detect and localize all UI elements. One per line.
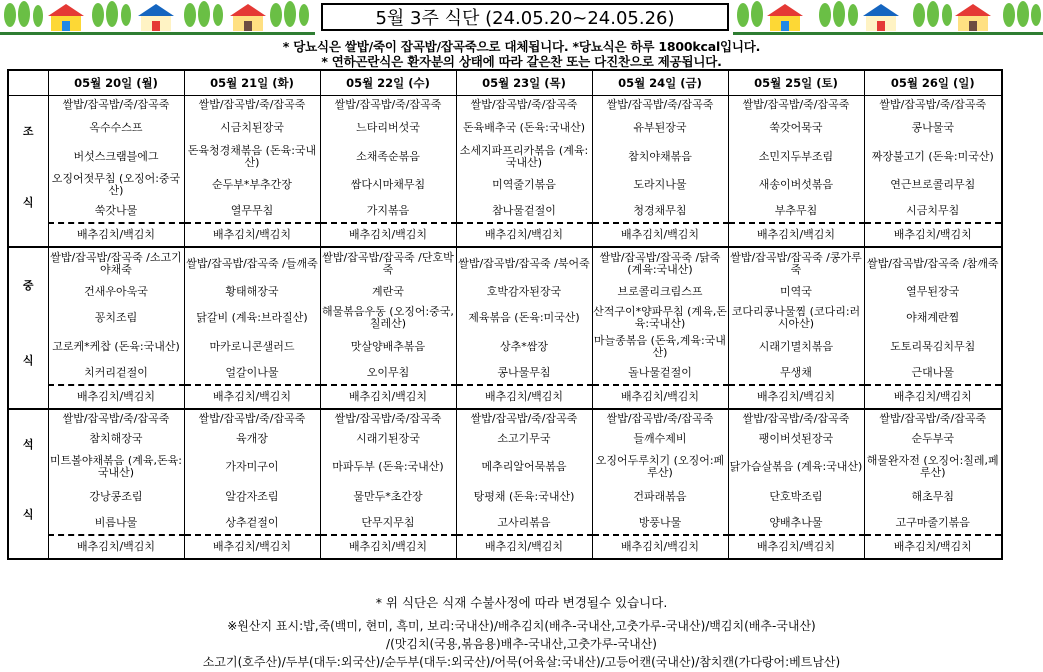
menu-item-cell: 상추*쌈장 xyxy=(456,332,592,361)
menu-item-cell: 시래기멸치볶음 xyxy=(728,332,864,361)
grass-line xyxy=(733,32,1043,35)
menu-item-cell: 양배추나물 xyxy=(728,511,864,535)
menu-item-cell: 쌀밥/잡곡밥/죽/잡곡죽 xyxy=(592,96,728,114)
menu-item-cell: 콩나물국 xyxy=(864,113,1002,143)
day-header: 05월 25일 (토) xyxy=(728,70,864,96)
menu-item-cell: 고사리볶음 xyxy=(456,511,592,535)
menu-item-cell: 배추김치/백김치 xyxy=(864,223,1002,247)
menu-item-cell: 오징어젓무침 (오징어:중국산) xyxy=(48,171,184,199)
menu-row xyxy=(8,223,1002,247)
menu-item-cell: 쌀밥/잡곡밥/잡곡죽 /닭죽(계육:국내산) xyxy=(592,247,728,280)
menu-item-cell: 배추김치/백김치 xyxy=(320,385,456,409)
menu-item-cell: 근대나물 xyxy=(864,361,1002,385)
menu-item-cell: 유부된장국 xyxy=(592,113,728,143)
menu-item-cell: 상추겉절이 xyxy=(184,511,320,535)
day-header: 05월 21일 (화) xyxy=(184,70,320,96)
origin-info-line: ※원산지 표시:밥,죽(백미, 현미, 흑미, 보리:국내산)/배추김치(배추-국내산,고춧가루-국내산)/백김치(배추-국내산) xyxy=(227,619,816,633)
menu-item-cell: 팽이버섯된장국 xyxy=(728,427,864,451)
menu-item-cell: 맛살양배추볶음 xyxy=(320,332,456,361)
menu-item-cell: 배추김치/백김치 xyxy=(728,385,864,409)
header-decoration-left xyxy=(0,0,315,34)
change-notice: * 위 식단은 식재 수불사정에 따라 변경될수 있습니다. xyxy=(375,595,668,610)
menu-item-cell: 쌀밥/잡곡밥/잡곡죽 /소고기야채죽 xyxy=(48,247,184,280)
meal-label-bottom: 식 xyxy=(22,508,34,522)
menu-item-cell: 비름나물 xyxy=(48,511,184,535)
menu-item-cell: 쑥갓어묵국 xyxy=(728,113,864,143)
menu-item-cell: 해물완자전 (오징어:칠레,페루산) xyxy=(864,451,1002,482)
menu-item-cell: 도라지나물 xyxy=(592,171,728,199)
menu-row xyxy=(8,385,1002,409)
page-title: 5월 3주 식단 (24.05.20~24.05.26) xyxy=(321,3,729,31)
menu-item-cell: 소세지파프리카볶음 (계육:국내산) xyxy=(456,143,592,171)
menu-item-cell: 쌀밥/잡곡밥/잡곡죽 /참깨죽 xyxy=(864,247,1002,280)
menu-item-cell: 쌈다시마채무침 xyxy=(320,171,456,199)
menu-item-cell: 육개장 xyxy=(184,427,320,451)
menu-item-cell: 물만두*초간장 xyxy=(320,482,456,511)
menu-item-cell: 미역줄기볶음 xyxy=(456,171,592,199)
menu-item-cell: 열무무침 xyxy=(184,199,320,223)
menu-item-cell: 쌀밥/잡곡밥/죽/잡곡죽 xyxy=(320,96,456,114)
menu-row xyxy=(8,409,1002,427)
menu-item-cell: 배추김치/백김치 xyxy=(48,535,184,559)
day-header-row xyxy=(8,70,1002,96)
menu-item-cell: 배추김치/백김치 xyxy=(320,223,456,247)
menu-row xyxy=(8,427,1002,451)
menu-item-cell: 배추김치/백김치 xyxy=(592,385,728,409)
menu-item-cell: 탕평채 (돈육:국내산) xyxy=(456,482,592,511)
menu-item-cell: 배추김치/백김치 xyxy=(320,535,456,559)
menu-item-cell: 돌나물겉절이 xyxy=(592,361,728,385)
day-header: 05월 20일 (월) xyxy=(48,70,184,96)
menu-item-cell: 새송이버섯볶음 xyxy=(728,171,864,199)
menu-item-cell: 알감자조림 xyxy=(184,482,320,511)
menu-item-cell: 쌀밥/잡곡밥/죽/잡곡죽 xyxy=(864,409,1002,427)
menu-item-cell: 배추김치/백김치 xyxy=(456,223,592,247)
meal-label xyxy=(8,96,48,248)
menu-row xyxy=(8,332,1002,361)
meal-label xyxy=(8,409,48,559)
menu-item-cell: 참치야채볶음 xyxy=(592,143,728,171)
menu-row xyxy=(8,143,1002,171)
menu-item-cell: 코다리콩나물찜 (코다리:러시아산) xyxy=(728,303,864,332)
menu-item-cell: 배추김치/백김치 xyxy=(48,385,184,409)
menu-item-cell: 소고기무국 xyxy=(456,427,592,451)
notice-diabetes: * 당뇨식은 쌀밥/죽이 잡곡밥/잡곡죽으로 대체됩니다. *당뇨식은 하루 1800kcal입니다. xyxy=(282,39,761,54)
menu-item-cell: 배추김치/백김치 xyxy=(864,535,1002,559)
menu-item-cell: 얼갈이나물 xyxy=(184,361,320,385)
menu-item-cell: 가지볶음 xyxy=(320,199,456,223)
menu-item-cell: 치커리겉절이 xyxy=(48,361,184,385)
menu-item-cell: 시금치무침 xyxy=(864,199,1002,223)
menu-item-cell: 고구마줄기볶음 xyxy=(864,511,1002,535)
menu-item-cell: 고로케*케찹 (돈육:국내산) xyxy=(48,332,184,361)
menu-item-cell: 들깨수제비 xyxy=(592,427,728,451)
menu-item-cell: 건파래볶음 xyxy=(592,482,728,511)
trees-and-houses-illustration xyxy=(733,0,1043,34)
day-header: 05월 26일 (일) xyxy=(864,70,1002,96)
menu-item-cell: 해물볶음우동 (오징어:중국,칠레산) xyxy=(320,303,456,332)
menu-item-cell: 돈육청경채볶음 (돈육:국내산) xyxy=(184,143,320,171)
menu-row xyxy=(8,451,1002,482)
menu-item-cell: 황태해장국 xyxy=(184,280,320,303)
menu-row xyxy=(8,511,1002,535)
menu-item-cell: 순두부국 xyxy=(864,427,1002,451)
menu-item-cell: 배추김치/백김치 xyxy=(592,223,728,247)
menu-item-cell: 쌀밥/잡곡밥/잡곡죽 /북어죽 xyxy=(456,247,592,280)
menu-item-cell: 산적구이*양파무침 (계육,돈육:국내산) xyxy=(592,303,728,332)
menu-item-cell: 단무지무침 xyxy=(320,511,456,535)
menu-item-cell: 배추김치/백김치 xyxy=(456,385,592,409)
notice-dysphagia: * 연하곤란식은 환자분의 상태에 따라 갈은찬 또는 다진찬으로 제공됩니다. xyxy=(321,54,722,69)
day-header: 05월 24일 (금) xyxy=(592,70,728,96)
menu-item-cell: 배추김치/백김치 xyxy=(592,535,728,559)
menu-item-cell: 쌀밥/잡곡밥/죽/잡곡죽 xyxy=(184,409,320,427)
menu-item-cell: 참나물겉절이 xyxy=(456,199,592,223)
menu-item-cell: 꽁치조림 xyxy=(48,303,184,332)
menu-row xyxy=(8,361,1002,385)
menu-item-cell: 쌀밥/잡곡밥/죽/잡곡죽 xyxy=(456,409,592,427)
menu-item-cell: 배추김치/백김치 xyxy=(728,535,864,559)
menu-item-cell: 쌀밥/잡곡밥/잡곡죽 /들깨죽 xyxy=(184,247,320,280)
menu-item-cell: 배추김치/백김치 xyxy=(456,535,592,559)
menu-item-cell: 미트볼야채볶음 (계육,돈육:국내산) xyxy=(48,451,184,482)
menu-item-cell: 해초무침 xyxy=(864,482,1002,511)
menu-item-cell: 닭갈비 (계육:브라질산) xyxy=(184,303,320,332)
menu-item-cell: 쌀밥/잡곡밥/죽/잡곡죽 xyxy=(592,409,728,427)
menu-item-cell: 시금치된장국 xyxy=(184,113,320,143)
menu-row xyxy=(8,96,1002,114)
menu-item-cell: 오이무침 xyxy=(320,361,456,385)
menu-item-cell: 쌀밥/잡곡밥/죽/잡곡죽 xyxy=(728,409,864,427)
trees-and-houses-illustration xyxy=(0,0,315,34)
menu-row xyxy=(8,303,1002,332)
menu-item-cell: 콩나물무침 xyxy=(456,361,592,385)
menu-item-cell: 브로콜리크림스프 xyxy=(592,280,728,303)
menu-row xyxy=(8,113,1002,143)
menu-row xyxy=(8,171,1002,199)
meal-label-bottom: 식 xyxy=(22,195,34,209)
menu-item-cell: 부추무침 xyxy=(728,199,864,223)
menu-item-cell: 순두부*부추간장 xyxy=(184,171,320,199)
meal-label xyxy=(8,247,48,409)
menu-item-cell: 가자미구이 xyxy=(184,451,320,482)
menu-item-cell: 방풍나물 xyxy=(592,511,728,535)
menu-item-cell: 돈육배추국 (돈육:국내산) xyxy=(456,113,592,143)
menu-item-cell: 쌀밥/잡곡밥/죽/잡곡죽 xyxy=(320,409,456,427)
menu-item-cell: 소민지두부조림 xyxy=(728,143,864,171)
menu-item-cell: 무생채 xyxy=(728,361,864,385)
menu-item-cell: 짜장불고기 (돈육:미국산) xyxy=(864,143,1002,171)
menu-item-cell: 야채계란찜 xyxy=(864,303,1002,332)
menu-item-cell: 쌀밥/잡곡밥/죽/잡곡죽 xyxy=(184,96,320,114)
menu-row xyxy=(8,247,1002,280)
menu-item-cell: 오징어두루치기 (오징어:페루산) xyxy=(592,451,728,482)
menu-item-cell: 쑥갓나물 xyxy=(48,199,184,223)
menu-row xyxy=(8,535,1002,559)
grass-line xyxy=(0,32,315,35)
menu-item-cell: 열무된장국 xyxy=(864,280,1002,303)
header-decoration-right xyxy=(733,0,1043,34)
menu-item-cell: 배추김치/백김치 xyxy=(728,223,864,247)
corner-cell xyxy=(8,70,48,96)
menu-item-cell: 배추김치/백김치 xyxy=(864,385,1002,409)
menu-item-cell: 쌀밥/잡곡밥/죽/잡곡죽 xyxy=(864,96,1002,114)
origin-info-line: 소고기(호주산)/두부(대두:외국산)/순두부(대두:외국산)/어묵(어육살:국내산)/고등어캔(국내산)/참치캔(가다랑어:베트남산) xyxy=(202,655,841,669)
day-header: 05월 23일 (목) xyxy=(456,70,592,96)
menu-item-cell: 버섯스크램블에그 xyxy=(48,143,184,171)
menu-item-cell: 배추김치/백김치 xyxy=(184,223,320,247)
menu-item-cell: 청경채무침 xyxy=(592,199,728,223)
menu-item-cell: 시래기된장국 xyxy=(320,427,456,451)
menu-row xyxy=(8,482,1002,511)
meal-label-top: 석 xyxy=(22,438,34,452)
menu-item-cell: 소채족순볶음 xyxy=(320,143,456,171)
menu-item-cell: 연근브로콜리무침 xyxy=(864,171,1002,199)
menu-row xyxy=(8,199,1002,223)
menu-item-cell: 쌀밥/잡곡밥/잡곡죽 /콩가루죽 xyxy=(728,247,864,280)
menu-item-cell: 미역국 xyxy=(728,280,864,303)
menu-item-cell: 쌀밥/잡곡밥/죽/잡곡죽 xyxy=(48,409,184,427)
menu-item-cell: 쌀밥/잡곡밥/잡곡죽 /단호박죽 xyxy=(320,247,456,280)
menu-item-cell: 느타리버섯국 xyxy=(320,113,456,143)
meal-label-bottom: 식 xyxy=(22,354,34,368)
menu-item-cell: 옥수수스프 xyxy=(48,113,184,143)
menu-item-cell: 배추김치/백김치 xyxy=(48,223,184,247)
menu-item-cell: 강낭콩조림 xyxy=(48,482,184,511)
menu-item-cell: 마파두부 (돈육:국내산) xyxy=(320,451,456,482)
menu-item-cell: 메추리알어묵볶음 xyxy=(456,451,592,482)
meal-label-top: 중 xyxy=(22,278,34,292)
menu-item-cell: 단호박조림 xyxy=(728,482,864,511)
menu-item-cell: 배추김치/백김치 xyxy=(184,385,320,409)
menu-item-cell: 쌀밥/잡곡밥/죽/잡곡죽 xyxy=(728,96,864,114)
menu-item-cell: 마늘종볶음 (돈육,계육:국내산) xyxy=(592,332,728,361)
menu-row xyxy=(8,280,1002,303)
menu-item-cell: 제육볶음 (돈육:미국산) xyxy=(456,303,592,332)
weekly-menu-table xyxy=(7,69,1003,560)
menu-item-cell: 쌀밥/잡곡밥/죽/잡곡죽 xyxy=(456,96,592,114)
day-header: 05월 22일 (수) xyxy=(320,70,456,96)
menu-item-cell: 건새우아욱국 xyxy=(48,280,184,303)
menu-item-cell: 마카로니콘샐러드 xyxy=(184,332,320,361)
menu-item-cell: 도토리묵김치무침 xyxy=(864,332,1002,361)
meal-label-top: 조 xyxy=(22,124,34,138)
menu-item-cell: 배추김치/백김치 xyxy=(184,535,320,559)
origin-info-line: /(맛김치(국용,볶음용)배추-국내산,고춧가루-국내산) xyxy=(386,637,657,651)
menu-item-cell: 참치해장국 xyxy=(48,427,184,451)
menu-item-cell: 호박감자된장국 xyxy=(456,280,592,303)
menu-item-cell: 계란국 xyxy=(320,280,456,303)
menu-item-cell: 쌀밥/잡곡밥/죽/잡곡죽 xyxy=(48,96,184,114)
menu-item-cell: 닭가슴살볶음 (계육:국내산) xyxy=(728,451,864,482)
